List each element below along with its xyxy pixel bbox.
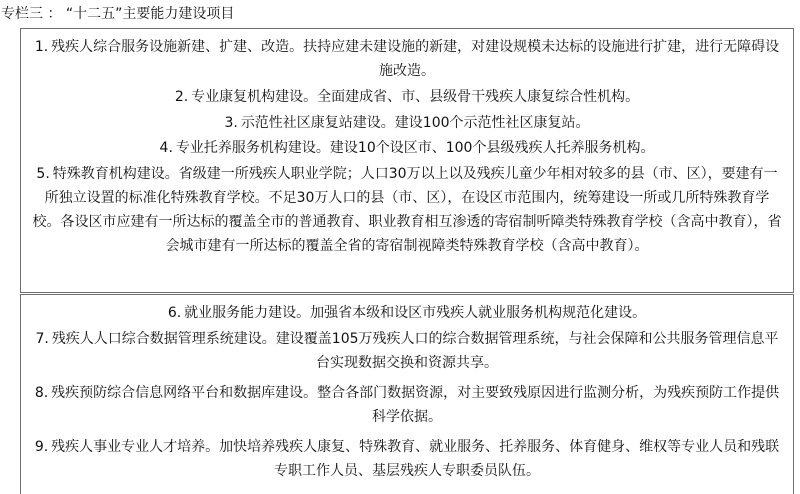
- project-item-2: [31, 85, 783, 109]
- project-item-7: [31, 327, 783, 375]
- project-number: 1.: [34, 39, 49, 55]
- project-text: 残疾人人口综合数据管理系统建设。建设覆盖105万残疾人口的综合数据管理系统，与社会保障和公共服务管理信息平台实现数据交换和资源共享。: [51, 331, 779, 371]
- projects-box-upper: [20, 28, 794, 293]
- project-number: 4.: [159, 140, 173, 156]
- project-number: 9.: [34, 439, 49, 455]
- project-item-8: [31, 381, 783, 429]
- project-item-4: [31, 136, 783, 160]
- project-number: 2.: [174, 89, 189, 105]
- project-item-9: [31, 435, 783, 483]
- project-text: 残疾预防综合信息网络平台和数据库建设。整合各部门数据资源，对主要致残原因进行监测分析，为残疾预防工作提供科学依据。: [51, 385, 780, 425]
- project-text: 残疾人综合服务设施新建、扩建、改造。扶持应建未建设施的新建，对建设规模未达标的设施进行扩建，进行无障碍设施改造。: [51, 39, 780, 79]
- project-text: 残疾人事业专业人才培养。加快培养残疾人康复、特殊教育、就业服务、托养服务、体育健身、维权等专业人员和残联专职工作人员、基层残疾人专职委员队伍。: [51, 439, 780, 479]
- project-text: 示范性社区康复站建设。建设100个示范性社区康复站。: [240, 115, 590, 131]
- project-number: 6.: [167, 305, 182, 321]
- project-number: 3.: [224, 115, 238, 131]
- project-text: 专业托养服务机构建设。建设10个设区市、100个县级残疾人托养服务机构。: [175, 140, 655, 156]
- project-item-3: [31, 111, 783, 135]
- project-item-5: [31, 162, 783, 258]
- project-text: 特殊教育机构建设。省级建一所残疾人职业学院；人口30万以上以及残疾儿童少年相对较多的县（市、区），要建有一所独立设置的标准化特殊教育学校。不足30万人口的县（市、区），在设区市范围内，统筹建设一所或几所特殊教育学校。各设区市应建有一所达标的覆盖全市的普通教育、职业教育相互渗透的寄宿制听障类特殊教育学校（含高中教育），省会城市建有一所达标的覆盖全省的寄宿制视障类特殊教育学校（含高中教育）。: [32, 166, 782, 254]
- project-text: 专业康复机构建设。全面建成省、市、县级骨干残疾人康复综合性机构。: [191, 89, 640, 105]
- project-item-6: [31, 301, 783, 325]
- box-caption: 专栏三 ： “十二五”主要能力建设项目: [1, 6, 235, 22]
- project-text: 就业服务能力建设。加强省本级和设区市残疾人就业服务机构规范化建设。: [184, 305, 647, 321]
- project-number: 8.: [34, 385, 49, 401]
- projects-box-lower: [20, 294, 794, 494]
- project-number: 5.: [36, 166, 50, 182]
- project-item-1: [31, 35, 783, 83]
- project-number: 7.: [35, 331, 49, 347]
